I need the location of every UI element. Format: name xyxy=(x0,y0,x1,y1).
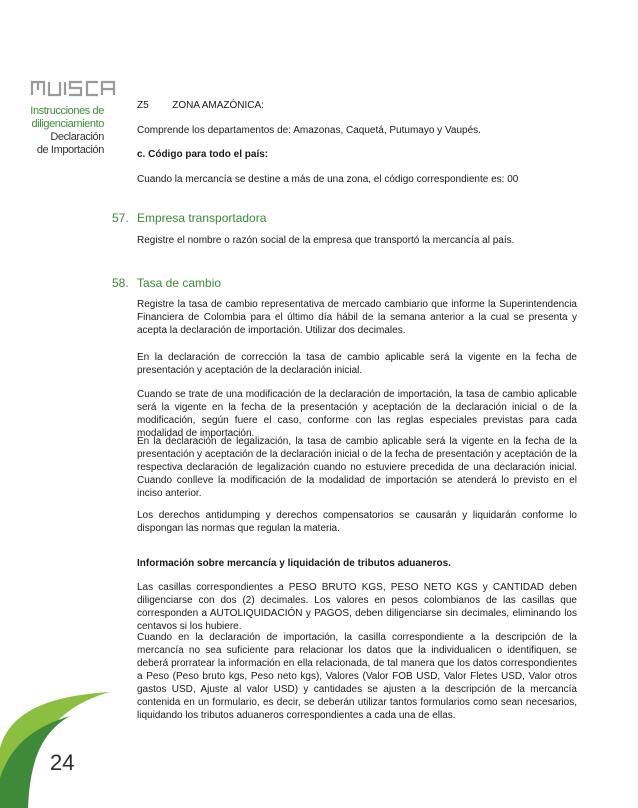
sidebar-line: de Importación xyxy=(36,144,104,156)
section-number: 58. xyxy=(112,276,129,290)
page-number: 24 xyxy=(50,750,75,775)
section-title: Empresa transportadora xyxy=(137,211,267,225)
section-58-paragraph: Registre la tasa de cambio representativa de mercado cambiario que informe la Superintendencia Financiera de Colombia para el último día hábil de la semana anterior a la cual se presenta y acepta la declaración de importación. Utilizar dos decimales. xyxy=(137,299,577,336)
country-code-description: Cuando la mercancía se destine a más de una zona, el código correspondiente es: 00 xyxy=(137,174,519,185)
section-58-paragraph: En la declaración de legalización, la tasa de cambio aplicable será la vigente en la fecha de la presentación y aceptación de la declaración inicial o de la fecha de presentación y aceptación de la respectiva declaración de legalización cuando no estuviere precedida de una declaración inicial. Cuando conlleve la modificación de la modalidad de importación se atenderá lo previsto en el inciso anterior. xyxy=(137,436,577,499)
section-58-heading xyxy=(112,276,221,290)
section-58-paragraph: Los derechos antidumping y derechos compensatorios se causarán y liquidarán conforme lo dispongan las normas que regulan la materia. xyxy=(137,510,577,534)
zone-code: Z5 xyxy=(137,100,149,111)
section-title: Tasa de cambio xyxy=(137,276,222,290)
section-57-text: Registre el nombre o razón social de la empresa que transportó la mercancía al país. xyxy=(137,235,515,246)
info-paragraph: Cuando en la declaración de importación, la casilla correspondiente a la descripción de la mercancía no sea suficiente para relacionar los datos que la individualicen o identifiquen, se deberá prorratear la información en ella relacionada, de tal manera que los datos correspondientes a Peso (Peso bruto kgs, Peso neto kgs), Valores (Valor FOB USD, Valor Fletes USD, Valor otros gastos USD, Ajuste al valor USD) y cantidades se ajusten a la descripción de la mercancía contenida en un formulario, es decir, se deberán utilizar tantos formularios como sean necesarios, liquidando los tributos aduaneros correspondientes a cada una de ellas. xyxy=(137,632,577,721)
section-58-paragraph: En la declaración de corrección la tasa de cambio aplicable será la vigente en la fecha de presentación y aceptación de la declaración inicial. xyxy=(137,352,577,376)
document-sidebar-label xyxy=(24,105,104,157)
info-title: Información sobre mercancía y liquidación de tributos aduaneros. xyxy=(137,558,451,569)
sidebar-line: diligenciamiento xyxy=(31,118,104,130)
muisca-logo xyxy=(30,78,116,98)
sidebar-line: Instrucciones de xyxy=(30,105,104,117)
section-58-paragraph: Cuando se trate de una modificación de la declaración de importación, la tasa de cambio aplicable será la vigente en la fecha de la presentación y aceptación de la declaración inicial o de la modificación, según fuere el caso, conforme con las reglas especiales previstas para cada modalidad de importación. xyxy=(137,389,577,439)
section-57-heading xyxy=(112,211,266,225)
zone-description: Comprende los departamentos de: Amazonas, Caquetá, Putumayo y Vaupés. xyxy=(137,125,481,136)
country-code-title: c. Código para todo el país: xyxy=(137,149,269,160)
section-number: 57. xyxy=(112,211,129,225)
zone-line xyxy=(137,99,577,112)
sidebar-line: Declaración xyxy=(50,131,104,143)
page-corner-decoration xyxy=(0,688,110,808)
info-paragraph: Las casillas correspondientes a PESO BRUTO KGS, PESO NETO KGS y CANTIDAD deben diligenciarse con dos (2) decimales. Los valores en pesos colombianos de las casillas que corresponden a AUTOLIQUIDACIÓN y PAGOS, deben diligenciarse sin decimales, eliminando los centavos si los hubiere. xyxy=(137,582,577,632)
zone-name: ZONA AMAZÓNICA: xyxy=(172,100,264,111)
